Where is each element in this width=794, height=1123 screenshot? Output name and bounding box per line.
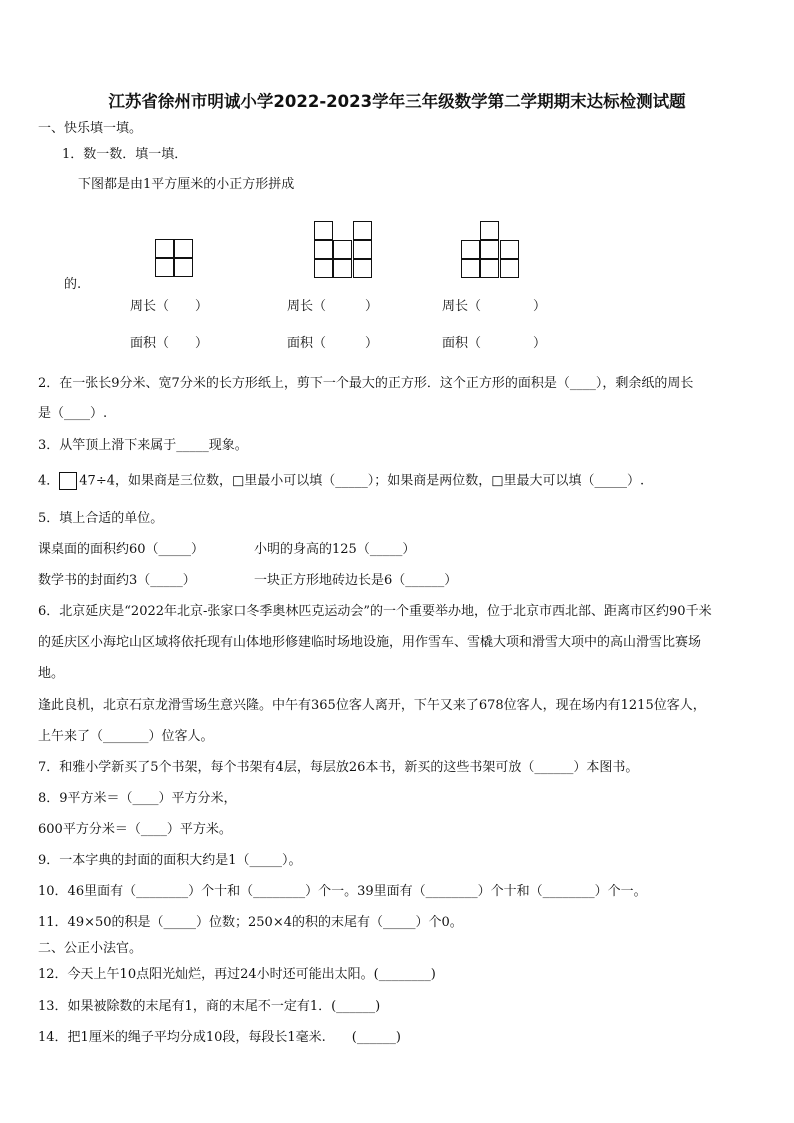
- q4-number: 4．: [38, 473, 60, 489]
- q4-text: 47÷4，如果商是三位数，□里最小可以填（_____）；如果商是两位数，□里最大可以填（_____）.: [79, 473, 645, 489]
- grid-cell: [353, 221, 372, 240]
- figure-1-area: 面积（ ）: [130, 336, 209, 351]
- page-title: 江苏省徐州市明诚小学2022-2023学年三年级数学第二学期期末达标检测试题: [108, 92, 686, 111]
- q3: 3．从竿顶上滑下来属于_____现象。: [38, 438, 248, 453]
- q13: 13．如果被除数的末尾有1，商的末尾不一定有1．(______): [38, 999, 381, 1014]
- grid-cell: [353, 259, 372, 278]
- q10: 10．46里面有（________）个十和（________）个一。39里面有（________）个十和（________）个一。: [38, 884, 647, 899]
- q11: 11．49×50的积是（_____）位数；250×4的积的末尾有（_____）个0。: [38, 915, 463, 930]
- q6-line-5: 上午来了（_______）位客人。: [38, 729, 214, 744]
- figure-1-perimeter: 周长（ ）: [130, 299, 209, 314]
- q6-line-2: 的延庆区小海坨山区域将依托现有山体地形修建临时场地设施，用作雪车、雪橇大项和滑雪大项中的高山滑雪比赛场: [38, 635, 702, 650]
- grid-cell: [314, 259, 333, 278]
- figure-1-grid: [155, 239, 194, 282]
- figure-2-perimeter: 周长（ ）: [287, 299, 379, 314]
- figure-2-area: 面积（ ）: [287, 336, 379, 351]
- q6-line-4: 逢此良机，北京石京龙滑雪场生意兴隆。中午有365位客人离开，下午又来了678位客人，现在场内有1215位客人，: [38, 698, 706, 713]
- grid-cell: [314, 240, 333, 259]
- q2-line-1: 2．在一张长9分米、宽7分米的长方形纸上，剪下一个最大的正方形．这个正方形的面积是（____），剩余纸的周长: [38, 376, 694, 391]
- grid-cell: [333, 259, 352, 278]
- grid-cell: [461, 240, 480, 259]
- q12: 12．今天上午10点阳光灿烂，再过24小时还可能出太阳。(________): [38, 967, 436, 982]
- section-1-heading: 一、快乐填一填。: [38, 121, 143, 136]
- grid-cell: [480, 240, 499, 259]
- grid-cell: [480, 259, 499, 278]
- grid-cell: [461, 259, 480, 278]
- figure-3-perimeter: 周长（ ）: [442, 299, 547, 314]
- grid-cell: [174, 258, 193, 277]
- grid-cell: [353, 240, 372, 259]
- q9: 9．一本字典的封面的面积大约是1（_____）。: [38, 853, 302, 868]
- q8-line-1: 8．9平方米＝（____）平方分米，: [38, 791, 237, 806]
- blank-box: [59, 472, 77, 490]
- grid-cell: [500, 240, 519, 259]
- q4: [38, 472, 644, 491]
- q1-tail: 的.: [64, 277, 82, 292]
- figure-2-grid: [314, 221, 372, 283]
- q1-intro: 下图都是由1平方厘米的小正方形拼成: [78, 177, 295, 192]
- grid-cell: [500, 259, 519, 278]
- section-2-heading: 二、公正小法官。: [38, 941, 143, 956]
- q8-line-2: 600平方分米＝（____）平方米。: [38, 822, 232, 837]
- grid-cell: [480, 221, 499, 240]
- q14: 14．把1厘米的绳子平均分成10段，每段长1毫米. (______): [38, 1030, 401, 1045]
- grid-cell: [314, 221, 333, 240]
- q6-line-1: 6．北京延庆是“2022年北京-张家口冬季奥林匹克运动会”的一个重要举办地，位于北京市西北部、距离市区约90千米: [38, 604, 712, 619]
- q5-heading: 5．填上合适的单位。: [38, 511, 164, 526]
- grid-cell: [155, 258, 174, 277]
- q5-a: 课桌面的面积约60（_____）: [38, 542, 205, 557]
- q5-d: 一块正方形地砖边长是6（______）: [254, 573, 458, 588]
- q1-heading: 1．数一数．填一填．: [62, 147, 188, 162]
- grid-cell: [174, 239, 193, 258]
- q5-c: 数学书的封面约3（_____）: [38, 573, 196, 588]
- grid-cell: [333, 240, 352, 259]
- q7: 7．和雅小学新买了5个书架，每个书架有4层，每层放26本书，新买的这些书架可放（______）本图书。: [38, 760, 639, 775]
- figure-3-grid: [461, 221, 519, 283]
- q2-line-2: 是（____）.: [38, 406, 108, 421]
- figure-3-area: 面积（ ）: [442, 336, 547, 351]
- q5-b: 小明的身高的125（_____）: [254, 542, 416, 557]
- q6-line-3: 地。: [38, 666, 65, 681]
- grid-cell: [155, 239, 174, 258]
